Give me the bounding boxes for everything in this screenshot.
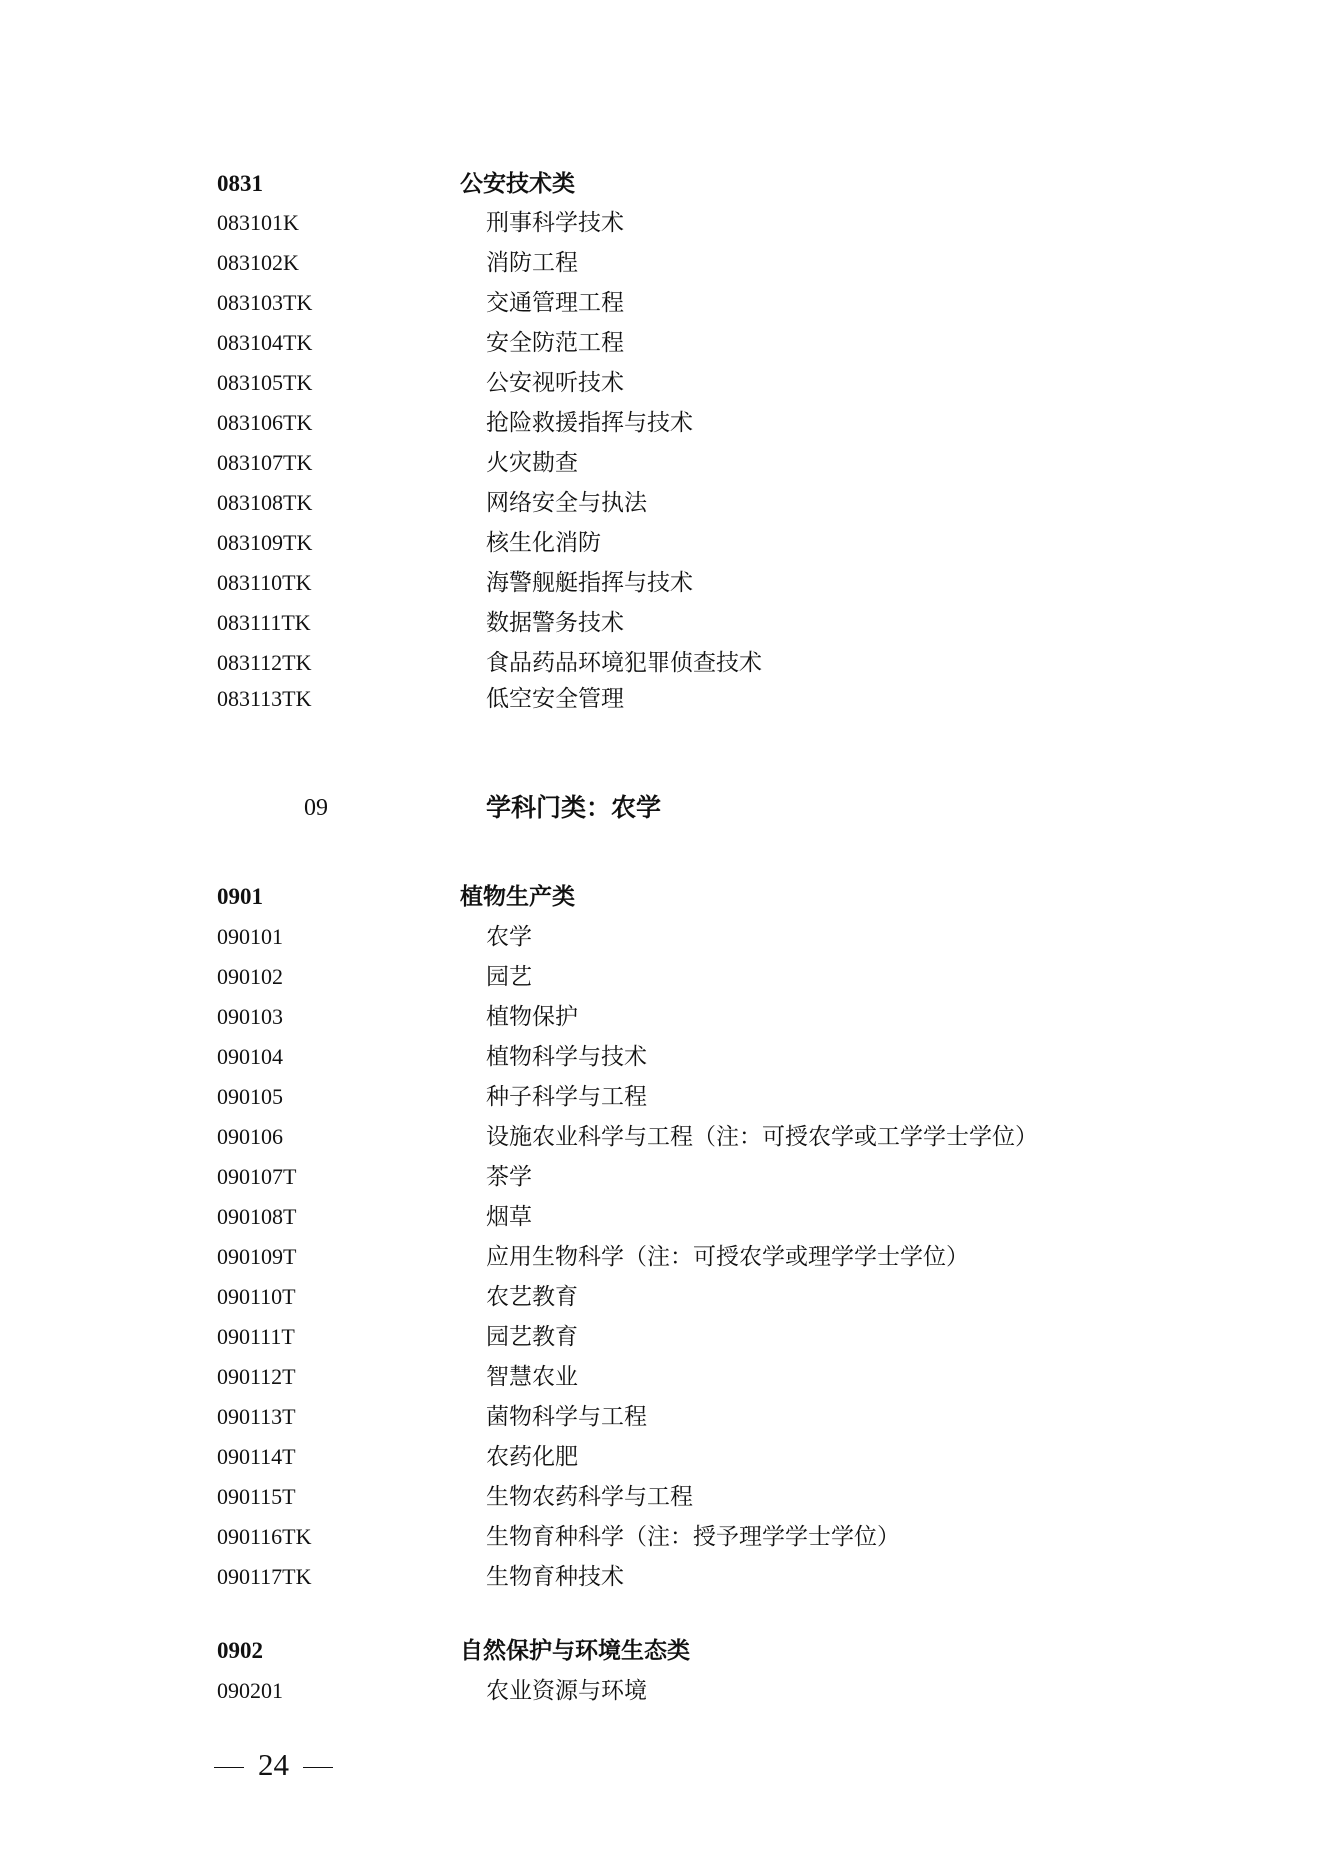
major-name: 烟草: [486, 1204, 532, 1230]
major-code: 090117TK: [217, 1564, 312, 1589]
major-row: [0, 448, 1323, 482]
major-name: 生物育种科学（注：授予理学学士学位）: [486, 1524, 900, 1550]
major-row: [0, 1402, 1323, 1436]
major-code: 090111T: [217, 1324, 295, 1349]
page-number-left-dash: [214, 1767, 244, 1768]
group-heading-0902: [0, 1636, 1323, 1670]
major-row: [0, 208, 1323, 242]
group-code: 0902: [217, 1638, 263, 1663]
major-name: 公安视听技术: [486, 370, 624, 396]
major-name: 刑事科学技术: [486, 210, 624, 236]
major-code: 090201: [217, 1678, 283, 1703]
major-row: [0, 1676, 1323, 1710]
major-code: 083112TK: [217, 650, 312, 675]
major-name: 食品药品环境犯罪侦查技术: [486, 650, 762, 676]
group-heading-0901: [0, 882, 1323, 916]
major-code: 083108TK: [217, 490, 313, 515]
major-name: 植物保护: [486, 1004, 578, 1030]
major-code: 083103TK: [217, 290, 313, 315]
major-code: 090108T: [217, 1204, 297, 1229]
page-number-right-dash: [303, 1767, 333, 1768]
major-code: 090116TK: [217, 1524, 312, 1549]
major-row: [0, 408, 1323, 442]
major-code: 090115T: [217, 1484, 296, 1509]
major-name: 生物育种技术: [486, 1564, 624, 1590]
major-row: [0, 568, 1323, 602]
major-row: [0, 1042, 1323, 1076]
major-name: 种子科学与工程: [486, 1084, 647, 1110]
major-row: [0, 648, 1323, 682]
major-name: 网络安全与执法: [486, 490, 647, 516]
major-code: 083105TK: [217, 370, 313, 395]
major-row: [0, 368, 1323, 402]
major-code: 090114T: [217, 1444, 296, 1469]
major-code: 083104TK: [217, 330, 313, 355]
major-name: 园艺教育: [486, 1324, 578, 1350]
major-code: 090112T: [217, 1364, 296, 1389]
major-code: 090113T: [217, 1404, 296, 1429]
major-row: [0, 248, 1323, 282]
major-name: 火灾勘查: [486, 450, 578, 476]
major-name: 安全防范工程: [486, 330, 624, 356]
major-name: 抢险救援指挥与技术: [486, 410, 693, 436]
major-code: 083107TK: [217, 450, 313, 475]
major-name: 生物农药科学与工程: [486, 1484, 693, 1510]
major-code: 090110T: [217, 1284, 296, 1309]
major-name: 茶学: [486, 1164, 532, 1190]
page-number-value: 24: [258, 1747, 289, 1782]
major-code: 083110TK: [217, 570, 312, 595]
major-row: [0, 922, 1323, 956]
major-code: 090106: [217, 1124, 283, 1149]
major-row: [0, 1242, 1323, 1276]
major-row: [0, 1082, 1323, 1116]
group-name: 自然保护与环境生态类: [460, 1637, 690, 1664]
major-name: 数据警务技术: [486, 610, 624, 636]
major-code: 083113TK: [217, 686, 312, 711]
major-code: 083111TK: [217, 610, 311, 635]
major-row: [0, 962, 1323, 996]
group-code: 0901: [217, 884, 263, 909]
group-name: 公安技术类: [460, 170, 575, 197]
major-row: [0, 288, 1323, 322]
major-row: [0, 1362, 1323, 1396]
major-code: 090101: [217, 924, 283, 949]
major-row: [0, 1202, 1323, 1236]
major-row: [0, 1482, 1323, 1516]
group-name: 植物生产类: [460, 883, 575, 910]
major-name: 农学: [486, 924, 532, 950]
major-name: 设施农业科学与工程（注：可授农学或工学学士学位）: [486, 1124, 1038, 1150]
major-row: [0, 1122, 1323, 1156]
major-code: 083102K: [217, 250, 299, 275]
major-name: 菌物科学与工程: [486, 1404, 647, 1430]
major-name: 植物科学与技术: [486, 1044, 647, 1070]
major-row: [0, 488, 1323, 522]
major-name: 农业资源与环境: [486, 1678, 647, 1704]
major-row: [0, 1322, 1323, 1356]
group-code: 0831: [217, 171, 263, 196]
major-row: [0, 608, 1323, 642]
major-row: [0, 328, 1323, 362]
major-code: 090102: [217, 964, 283, 989]
discipline-code: 09: [304, 795, 328, 821]
major-row: [0, 1522, 1323, 1556]
major-name: 交通管理工程: [486, 290, 624, 316]
major-name: 消防工程: [486, 250, 578, 276]
discipline-heading: [0, 793, 1323, 827]
major-code: 090109T: [217, 1244, 297, 1269]
major-code: 090104: [217, 1044, 283, 1069]
major-row: [0, 684, 1323, 718]
major-row: [0, 528, 1323, 562]
major-code: 090105: [217, 1084, 283, 1109]
major-code: 083106TK: [217, 410, 313, 435]
major-name: 农药化肥: [486, 1444, 578, 1470]
major-code: 083101K: [217, 210, 299, 235]
major-name: 低空安全管理: [486, 686, 624, 712]
group-heading-0831: [0, 169, 1323, 203]
major-code: 083109TK: [217, 530, 313, 555]
major-row: [0, 1002, 1323, 1036]
major-code: 090103: [217, 1004, 283, 1029]
major-row: [0, 1282, 1323, 1316]
major-name: 智慧农业: [486, 1364, 578, 1390]
major-name: 园艺: [486, 964, 532, 990]
major-row: [0, 1442, 1323, 1476]
major-row: [0, 1562, 1323, 1596]
major-row: [0, 1162, 1323, 1196]
major-code: 090107T: [217, 1164, 297, 1189]
major-name: 应用生物科学（注：可授农学或理学学士学位）: [486, 1244, 969, 1270]
major-name: 农艺教育: [486, 1284, 578, 1310]
discipline-name: 学科门类：农学: [486, 793, 662, 822]
page-number: [200, 1745, 347, 1785]
major-name: 核生化消防: [486, 530, 601, 556]
major-name: 海警舰艇指挥与技术: [486, 570, 693, 596]
